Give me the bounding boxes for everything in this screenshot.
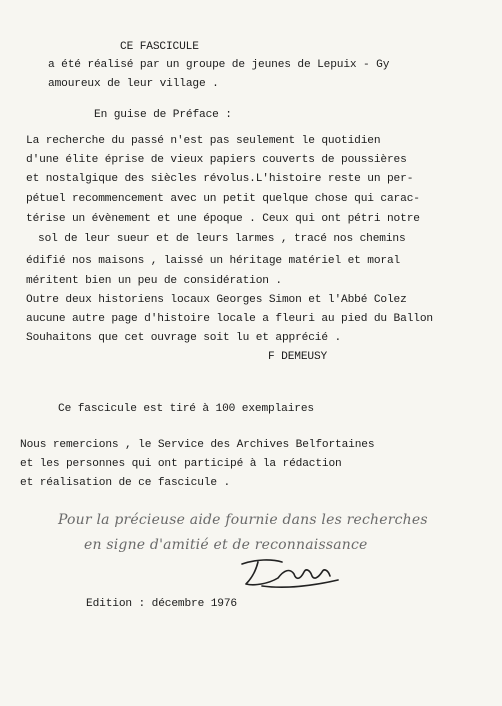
preface-line: térise un évènement et une époque . Ceux qui ont pétri notre [26, 213, 420, 225]
handwritten-line-1: Pour la précieuse aide fournie dans les recherches [58, 512, 428, 528]
thanks-line: Nous remercions , le Service des Archives Belfortaines [20, 439, 375, 451]
thanks-line: et les personnes qui ont participé à la rédaction [20, 458, 342, 470]
handwritten-line-2: en signe d'amitié et de reconnaissance [84, 537, 368, 553]
preface-line: sol de leur sueur et de leurs larmes , tracé nos chemins [38, 233, 406, 245]
intro-line-1: a été réalisé par un groupe de jeunes de Lepuix - Gy [48, 59, 390, 71]
preface-line: méritent bien un peu de considération . [26, 275, 282, 287]
preface-line: Outre deux historiens locaux Georges Simon et l'Abbé Colez [26, 294, 407, 306]
preface-line: et nostalgique des siècles révolus.L'histoire reste un per- [26, 173, 414, 185]
preface-line: aucune autre page d'histoire locale a fleuri au pied du Ballon [26, 313, 433, 325]
preface-line: pétuel recommencement avec un petit quelque chose qui carac- [26, 193, 420, 205]
edition-date: Edition : décembre 1976 [86, 598, 237, 610]
intro-line-2: amoureux de leur village . [48, 78, 219, 90]
preface-line: La recherche du passé n'est pas seulement le quotidien [26, 135, 381, 147]
preface-line: édifié nos maisons , laissé un héritage matériel et moral [26, 255, 401, 267]
fascicule-title: CE FASCICULE [120, 41, 199, 53]
preface-heading: En guise de Préface : [94, 109, 232, 121]
signature-icon [238, 556, 342, 590]
preface-author: F DEMEUSY [268, 351, 328, 363]
preface-line: Souhaitons que cet ouvrage soit lu et apprécié . [26, 332, 342, 344]
preface-line: d'une élite éprise de vieux papiers couverts de poussières [26, 154, 407, 166]
thanks-line: et réalisation de ce fascicule . [20, 477, 231, 489]
edition-note: Ce fascicule est tiré à 100 exemplaires [58, 403, 314, 415]
